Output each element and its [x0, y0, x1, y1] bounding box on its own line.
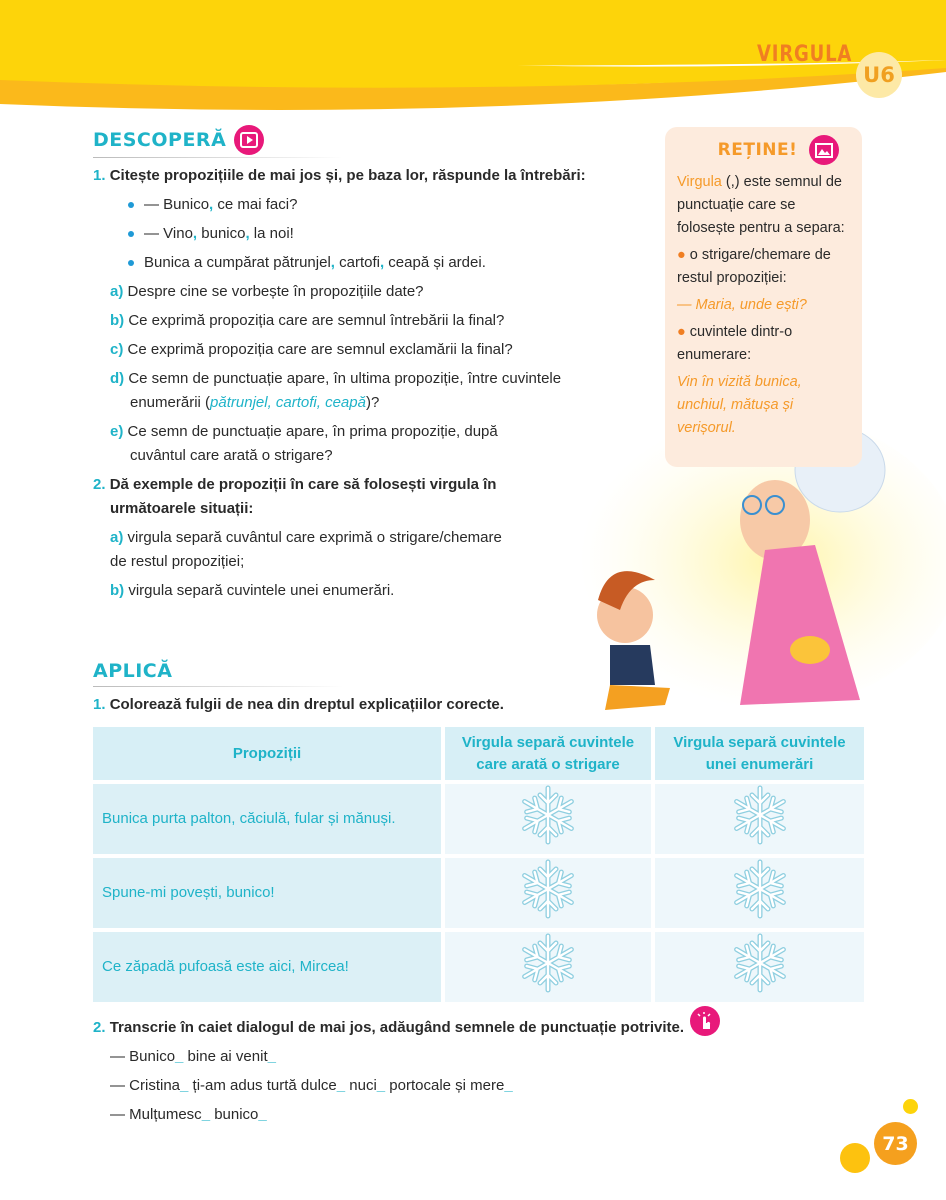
image-icon[interactable] — [809, 135, 839, 165]
text: Ce exprimă propoziția care are semnul întrebării la final? — [128, 312, 505, 329]
text: pătrunjel, cartofi, ceapă — [210, 394, 366, 411]
dialogue-line — [93, 1103, 864, 1127]
snowflake-cell-enum[interactable] — [655, 858, 864, 928]
text: cuvântul care arată o strigare? — [130, 447, 333, 464]
discover-section — [93, 125, 658, 608]
snowflake-icon[interactable] — [518, 858, 578, 920]
question-c — [93, 338, 658, 362]
text: ce mai faci? — [213, 196, 298, 213]
text: cuvintele dintr-o enumerare: — [677, 324, 793, 363]
hand-tap-icon[interactable] — [690, 1006, 720, 1036]
snowflake-cell-call[interactable] — [445, 932, 651, 1002]
text: )? — [365, 394, 380, 411]
apply-section — [93, 660, 864, 1132]
text: (,) — [725, 174, 740, 190]
text: e) — [110, 423, 124, 440]
text: următoarele situații: — [110, 500, 254, 517]
text: _ — [336, 1077, 346, 1094]
col-header: Virgula separă cuvintele unei enumerări — [655, 727, 864, 780]
text: la noi! — [249, 225, 294, 242]
snowflake-cell-call[interactable] — [445, 784, 651, 854]
text: — Bunico — [144, 196, 210, 213]
apply-exercise-2 — [93, 1016, 864, 1040]
text: _ — [180, 1077, 189, 1094]
dialogue-line — [93, 1074, 864, 1098]
text: o strigare/chemare de restul propoziției: — [677, 247, 831, 286]
text: _ — [258, 1106, 267, 1123]
table-row — [93, 784, 864, 854]
text: b) — [110, 582, 125, 599]
question-d — [93, 367, 658, 415]
bullet-icon — [128, 231, 134, 237]
text: 2. — [93, 476, 106, 493]
text: virgula separă cuvântul care exprimă o strigare/chemare — [127, 529, 502, 546]
snowflake-cell-call[interactable] — [445, 858, 651, 928]
decor-dot — [840, 1143, 870, 1173]
table-row — [93, 858, 864, 928]
text: — Bunico — [110, 1048, 176, 1065]
retine-box: REȚINE! Virgula (,) este semnul de punctuație care se folosește pentru a separa: ● o strigare/chemare de restul propoziției: — Maria, unde ești? ● cuvintele dintr-o enumerare: Vin în vizită bunica, unchiul, mătușa și verișorul. — [665, 127, 862, 467]
text: bunico — [197, 225, 246, 242]
bullet-icon — [128, 260, 134, 266]
exercise-1 — [93, 164, 658, 188]
apply-exercise-1 — [93, 693, 553, 717]
snowflake-icon[interactable] — [730, 784, 790, 846]
text: Virgula — [677, 174, 722, 190]
divider — [93, 157, 343, 158]
text: portocale și mere — [385, 1077, 505, 1094]
retine-title: REȚINE! — [717, 140, 798, 160]
snowflake-icon[interactable] — [518, 932, 578, 994]
text: _ — [376, 1077, 386, 1094]
text: , — [379, 254, 385, 271]
text: bunico — [210, 1106, 259, 1123]
text: Vin în vizită bunica, unchiul, mătușa și verișorul. — [677, 374, 802, 436]
text: Bunica a cumpărat pătrunjel — [144, 254, 331, 271]
col-header: Virgula separă cuvintele care arată o strigare — [445, 727, 651, 780]
text: c) — [110, 341, 124, 358]
text: — Mulțumesc — [110, 1106, 202, 1123]
text: ceapă și ardei. — [384, 254, 486, 271]
text: , — [245, 225, 250, 242]
text: 2. — [93, 1019, 106, 1036]
text: _ — [175, 1048, 184, 1065]
text: bine ai venit — [183, 1048, 268, 1065]
dialogue-line — [93, 1045, 864, 1069]
text: virgula separă cuvintele unei enumerări. — [128, 582, 395, 599]
text: Dă exemple de propoziții în care să folosești virgula în — [109, 476, 497, 493]
text: — Vino — [144, 225, 193, 242]
table-row — [93, 932, 864, 1002]
snowflake-table — [89, 723, 868, 1006]
sentence-cell: Spune-mi povești, bunico! — [93, 858, 441, 928]
sentence-cell: Bunica purta palton, căciulă, fular și mănuși. — [93, 784, 441, 854]
col-header: Propoziții — [93, 727, 441, 780]
text: Colorează fulgii de nea din dreptul explicațiilor corecte. — [109, 696, 504, 713]
bullet-icon — [128, 202, 134, 208]
exercise-2 — [93, 473, 565, 521]
unit-badge: U6 — [856, 52, 902, 98]
decor-dot — [903, 1099, 918, 1114]
snowflake-cell-enum[interactable] — [655, 784, 864, 854]
snowflake-cell-enum[interactable] — [655, 932, 864, 1002]
snowflake-icon[interactable] — [518, 784, 578, 846]
text: de restul propoziției; — [110, 553, 245, 570]
text: Ce semn de punctuație apare, în ultima propoziție, între cuvintele — [128, 370, 562, 387]
example-sentence — [93, 251, 658, 275]
text: , — [330, 254, 335, 271]
text: Despre cine se vorbește în propozițiile date? — [127, 283, 424, 300]
text: 1. — [93, 167, 106, 184]
text: a) — [110, 283, 124, 300]
section-title-discover: DESCOPERĂ — [93, 129, 227, 151]
text: _ — [504, 1077, 513, 1094]
text: d) — [110, 370, 125, 387]
sentence-cell: Ce zăpadă pufoasă este aici, Mircea! — [93, 932, 441, 1002]
snowflake-icon[interactable] — [730, 932, 790, 994]
example-sentence — [93, 193, 658, 217]
exercise-2b — [93, 579, 658, 603]
exercise-2a — [93, 526, 565, 574]
chapter-title: VIRGULA — [757, 42, 853, 67]
text: _ — [267, 1048, 276, 1065]
text: _ — [201, 1106, 211, 1123]
text: — Maria, unde ești? — [677, 297, 807, 313]
text: Transcrie în caiet dialogul de mai jos, adăugând semnele de punctuație potrivite. — [109, 1019, 685, 1036]
text: 1. — [93, 696, 106, 713]
text: Ce semn de punctuație apare, în prima propoziție, după — [127, 423, 498, 440]
example-sentence — [93, 222, 658, 246]
question-e — [93, 420, 658, 468]
video-icon[interactable] — [234, 125, 264, 155]
text: ți-am adus turtă dulce — [188, 1077, 337, 1094]
divider — [93, 686, 343, 687]
text: b) — [110, 312, 125, 329]
text: este semnul de punctuație care se folosește pentru a separa: — [677, 174, 845, 236]
question-a — [93, 280, 658, 304]
section-title-apply: APLICĂ — [93, 660, 173, 682]
text: enumerării ( — [130, 394, 211, 411]
page-number: 73 — [874, 1122, 917, 1165]
snowflake-icon[interactable] — [730, 858, 790, 920]
text: Citește propozițiile de mai jos și, pe baza lor, răspunde la întrebări: — [109, 167, 586, 184]
text: Ce exprimă propoziția care are semnul exclamării la final? — [127, 341, 513, 358]
text: , — [192, 225, 198, 242]
text: a) — [110, 529, 124, 546]
question-b — [93, 309, 658, 333]
text: , — [209, 196, 214, 213]
text: nuci — [345, 1077, 377, 1094]
text: cartofi — [334, 254, 380, 271]
text: — Cristina — [110, 1077, 181, 1094]
